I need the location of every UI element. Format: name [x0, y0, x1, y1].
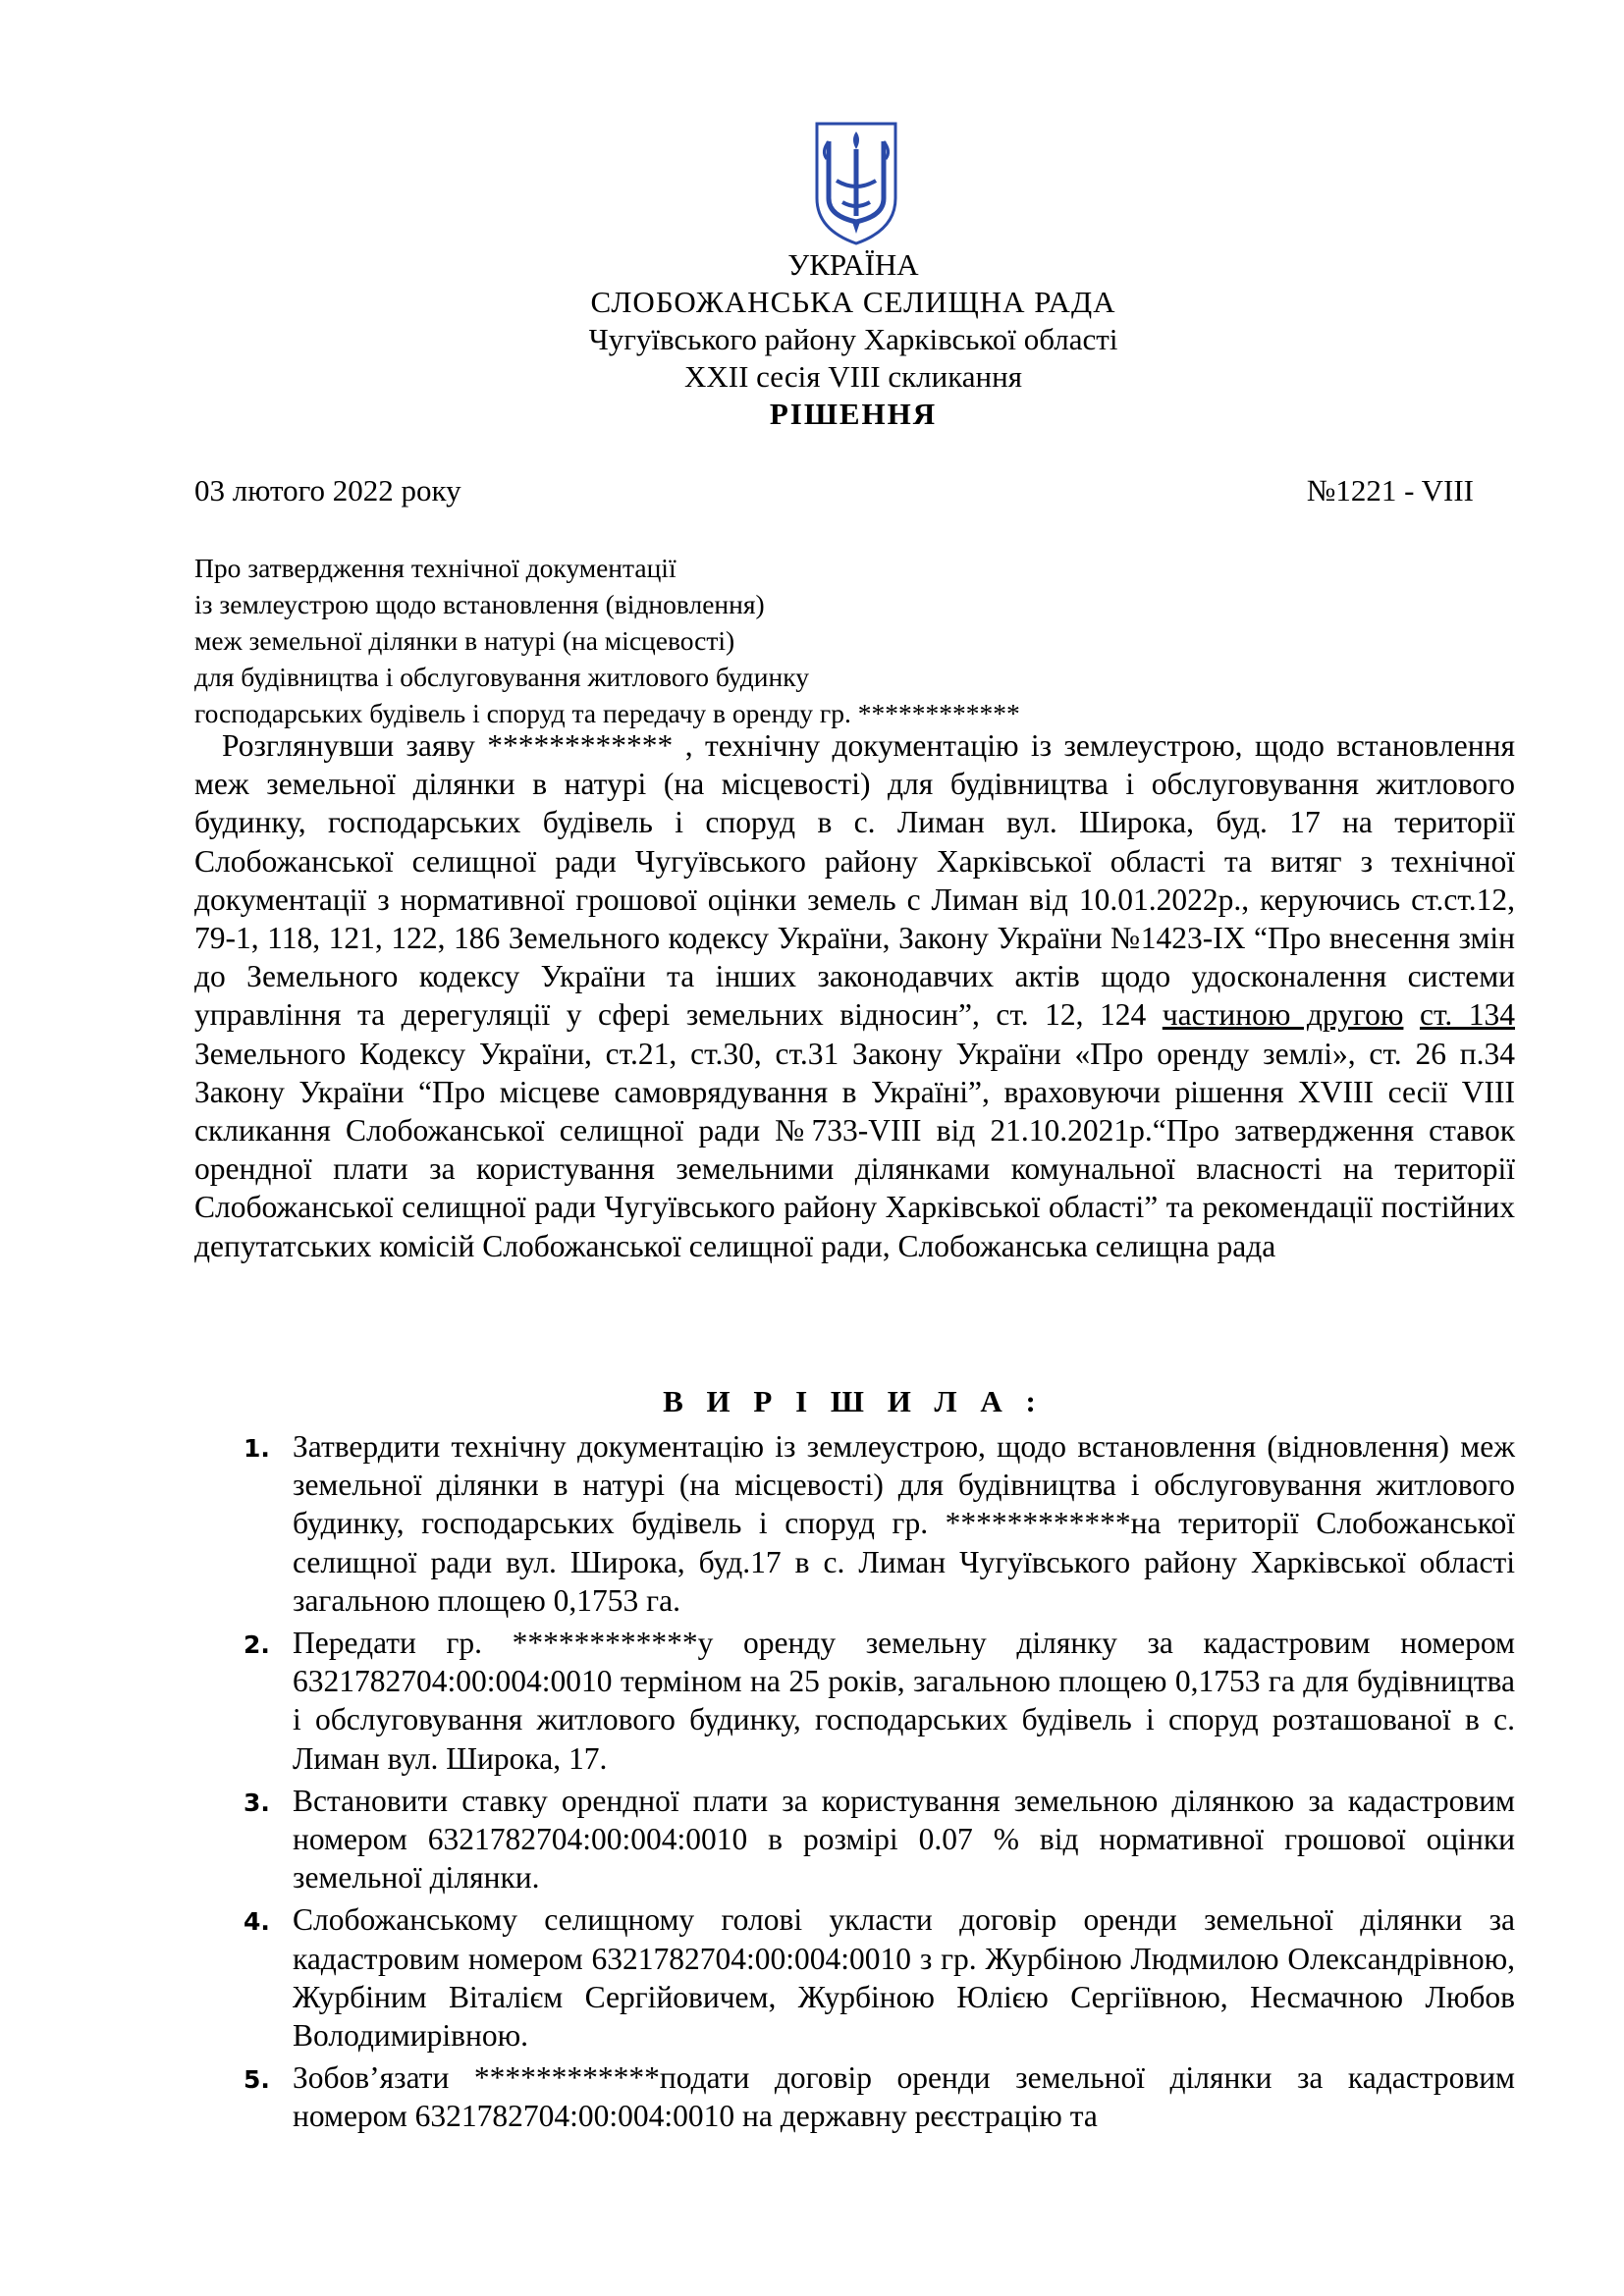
resolution-item [0, 1782, 1515, 1897]
preamble-underlined-text: частиною другою [1162, 997, 1404, 1033]
resolution-items-list [0, 1427, 1624, 2139]
subject-line: із землеустрою щодо встановлення (відновлення) [194, 589, 765, 619]
item-text: Встановити ставку орендної плати за користування земельною ділянкою за кадастровим номером 6321782704:00:004:0010 в розмірі 0.07 % від нормативної грошової оцінки земельної ділянки. [293, 1783, 1515, 1896]
header-district: Чугуївського району Харківської області [588, 322, 1118, 356]
preamble-text: Розглянувши заяву ************ , технічну документацію із землеустрою, щодо встановлення меж земельної ділянки в натурі (на місцевості) для будівництва і обслуговування житлового будинку, господарських будівель і споруд в с. Лиман вул. Широка, буд. 17 на території Слобожанської селищної ради Чугуївського району Харківської області та витяг з технічної документації з нормативної грошової оцінки земель с Лиман від 10.01.2022р., керуючись ст.ст.12, 79-1, 118, 121, 122, 186 Земельного кодексу України, Закону України №1423-IX “Про внесення змін до Земельного кодексу України та інших законодавчих актів щодо удосконалення системи управління та дерегуляції у сфері земельних відносин”, ст. 12, 124 [194, 728, 1515, 1033]
subject-line: господарських будівель і споруд та передачу в оренду гр. ************ [194, 698, 1020, 728]
decision-date: 03 лютого 2022 року [194, 473, 461, 507]
header-council: СЛОБОЖАНСЬКА СЕЛИЩНА РАДА [590, 285, 1116, 319]
preamble-underlined-text: ст. 134 [1419, 997, 1515, 1033]
preamble-paragraph [194, 726, 1515, 1265]
item-number: 5. [244, 2065, 270, 2095]
header-session: XXII сесія VIII скликання [684, 359, 1022, 394]
item-number: 4. [244, 1907, 270, 1937]
resolution-item [0, 2058, 1515, 2135]
resolution-item [0, 1900, 1515, 2055]
header-country: УКРАЇНА [787, 247, 919, 282]
item-text: Слобожанському селищному голові укласти договір оренди земельної ділянки за кадастровим номером 6321782704:00:004:0010 з гр. Журбіною Людмилою Олександрівною, Журбіним Віталієм Сергійовичем, Журбіною Юлією Сергіївною, Несмачною Любов Володимирівною. [293, 1902, 1515, 2054]
item-number: 2. [244, 1630, 270, 1660]
item-text: Передати гр. ************у оренду земельну ділянку за кадастровим номером 6321782704:00:004:0010 терміном на 25 років, загальною площею 0,1753 га для будівництва і обслуговування житлового будинку, господарських будівель і споруд розташованої в с. Лиман вул. Широка, 17. [293, 1626, 1515, 1776]
resolved-heading: В И Р І Ш И Л А : [663, 1384, 1044, 1418]
subject-line: меж земельної ділянки в натурі (на місцевості) [194, 625, 735, 656]
preamble-text [1403, 997, 1420, 1032]
coat-of-arms-trident-icon [813, 120, 899, 247]
document-type-title: РІШЕННЯ [769, 397, 938, 431]
preamble-text: Земельного Кодексу України, ст.21, ст.30, ст.31 Закону України «Про оренду землі», ст. 26 п.34 Закону України “Про місцеве самоврядування в Україні”, враховуючи рішення XVIII сесії VIII скликання Слобожанської селищної ради №733-VIII від 21.10.2021р.“Про затвердження ставок орендної плати за користування земельними ділянками комунальної власності на території Слобожанської селищної ради Чугуївського району Харківської області” та рекомендації постійних депутатських комісій Слобожанської селищної ради, Слобожанська селищна рада [194, 1036, 1515, 1263]
item-number: 1. [244, 1434, 270, 1463]
resolution-item [0, 1427, 1515, 1620]
item-number: 3. [244, 1788, 270, 1817]
subject-line: Про затвердження технічної документації [194, 553, 677, 583]
decision-subject [194, 550, 1020, 731]
subject-line: для будівництва і обслуговування житлового будинку [194, 662, 809, 692]
decision-number: №1221 - VIII [1306, 473, 1474, 507]
item-text: Затвердити технічну документацію із землеустрою, щодо встановлення (відновлення) меж земельної ділянки в натурі (на місцевості) для будівництва і обслуговування житлового будинку, господарських будівель і споруд гр. ************на території Слобожанської селищної ради вул. Широка, буд.17 в с. Лиман Чугуївського району Харківської області загальною площею 0,1753 га. [293, 1429, 1515, 1618]
resolution-item [0, 1624, 1515, 1778]
item-text: Зобов’язати ************подати договір оренди земельної ділянки за кадастровим номером 6321782704:00:004:0010 на державну реєстрацію та [293, 2060, 1515, 2134]
